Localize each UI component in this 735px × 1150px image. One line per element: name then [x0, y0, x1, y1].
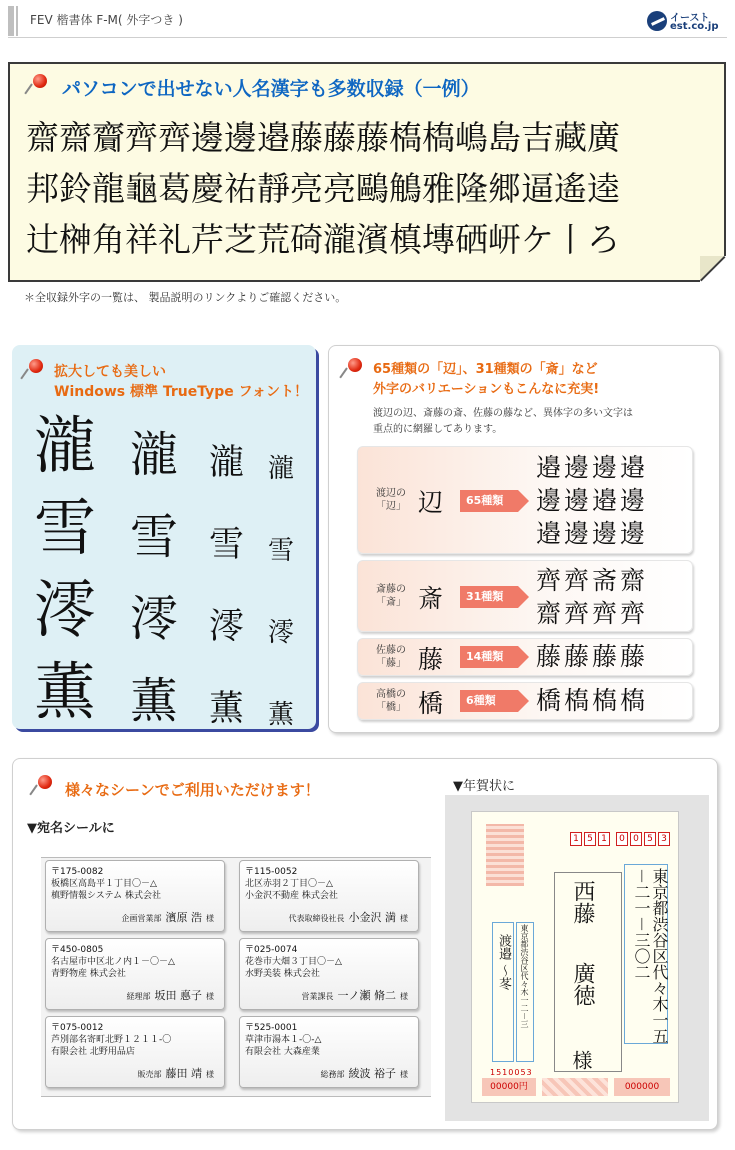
scaling-title-line1: 拡大しても美しい — [54, 364, 166, 380]
variant-chars: 藤藤藤藤 — [536, 642, 649, 671]
variant-row-hashi — [357, 682, 693, 720]
header-accent-bar-thin — [16, 6, 18, 36]
pushpin-icon — [35, 775, 53, 797]
zip-digit: 1 — [598, 832, 610, 846]
header-accent-bar — [8, 6, 14, 36]
kanji-small: 澪 — [209, 607, 245, 647]
sender-address: 東京都渋谷区代々木一二－三 — [520, 924, 529, 1028]
address-label: 〒450-0805 名古屋市中区北ノ内１－〇－△ 青野物産 株式会社 経理部 坂田 悳子 様 — [45, 938, 225, 1010]
zip-digit: 3 — [658, 832, 670, 846]
zip-digit: 0 — [616, 832, 628, 846]
scaling-kanji-grid — [34, 409, 304, 741]
kanji-small: 雪 — [209, 525, 245, 565]
kanji-large: 雪 — [34, 491, 97, 564]
brand-logo[interactable] — [647, 8, 717, 34]
variant-label: 高橋の 「橋」 — [376, 689, 406, 713]
variant-base-char: 斎 — [418, 584, 444, 613]
showcase-title: パソコンで出せない人名漢字も多数収録（一例） — [62, 78, 480, 100]
variant-chars: 齊齊斋齋 齋齊齊齊 — [536, 566, 649, 628]
variant-row-hen — [357, 446, 693, 554]
zip-digit: 5 — [584, 832, 596, 846]
nenga-heading: ▼年賀状に — [453, 779, 515, 794]
variant-base-char: 辺 — [418, 488, 444, 517]
usage-title: 様々なシーンでご利用いただけます！ — [65, 781, 320, 799]
page-title: FEV 楷書体 F-M( 外字つき ) — [30, 13, 183, 27]
kanji-large: 薫 — [34, 655, 97, 728]
showcase-line-1: 齋齋齎齊齊邊邊邉藤藤藤槗槗嶋島吉藏廣 — [26, 118, 620, 157]
sender-zip: 1510053 — [490, 1068, 533, 1077]
kanji-xsmall: 薫 — [268, 700, 295, 730]
address-labels-sheet — [41, 857, 431, 1097]
logo-mark-icon — [647, 11, 667, 31]
logo-text-top: イースト — [670, 13, 710, 24]
zip-digit: 0 — [630, 832, 642, 846]
zip-digit: 1 — [570, 832, 582, 846]
recipient-given-name: 廣徳 — [570, 962, 595, 1006]
showcase-box — [8, 62, 726, 282]
variant-chars: 橋槗槗槗 — [536, 686, 649, 715]
kanji-large: 瀧 — [34, 409, 97, 482]
variant-label: 佐藤の 「藤」 — [376, 645, 406, 669]
label-heading: ▼宛名シールに — [27, 821, 115, 836]
variants-panel — [328, 345, 720, 733]
kanji-xsmall: 瀧 — [268, 454, 295, 484]
recipient-address: 東京都渋谷区代々木一五－二一－三〇二 — [632, 868, 669, 1044]
address-label: 〒115-0052 北区赤羽２丁目〇－△ 小金沢不動産 株式会社 代表取締役社長 小金沢 満 様 — [239, 860, 419, 932]
kanji-medium: 薫 — [130, 673, 179, 729]
kanji-xsmall: 澪 — [268, 618, 295, 648]
variant-count-arrow: 14種類 — [460, 646, 518, 668]
address-label: 〒025-0074 花巻市大畑３丁目〇－△ 水野美装 株式会社 営業課長 一ノ瀬 脩二 様 — [239, 938, 419, 1010]
scaling-title-line2: Windows 標準 TrueType フォント！ — [54, 384, 308, 400]
variants-title-line1: 65種類の「辺」、31種類の「斎」など — [373, 362, 598, 377]
price-panel-left: 00000円 — [482, 1078, 536, 1096]
pushpin-icon — [30, 74, 48, 96]
variants-desc-line1: 渡辺の辺、斎藤の斎、佐藤の藤など、異体字の多い文字は — [373, 408, 633, 419]
scaling-panel — [12, 345, 316, 729]
variants-desc-line2: 重点的に網羅してあります。 — [373, 424, 503, 435]
address-label: 〒525-0001 草津市湯本１-〇-△ 有限会社 大森産業 総務部 綾波 裕子 様 — [239, 1016, 419, 1088]
kanji-medium: 澪 — [130, 591, 179, 647]
kanji-large: 澪 — [34, 573, 97, 646]
logo-text-bottom: est.co.jp — [670, 21, 719, 32]
showcase-note: ＊全収録外字の一覧は、 製品説明のリンクよりご確認ください。 — [24, 291, 347, 304]
address-label: 〒075-0012 芦別部名寄町北野１２１１-〇 有限会社 北野用品店 販売部 藤田 靖 様 — [45, 1016, 225, 1088]
kanji-small: 薫 — [209, 689, 245, 729]
kanji-medium: 雪 — [130, 509, 179, 565]
variant-row-sai — [357, 560, 693, 632]
address-label: 〒175-0082 板橋区高島平１丁目〇－△ 槙野情報システム 株式会社 企画営業部 濱原 浩 様 — [45, 860, 225, 932]
price-panel-right: 000000 — [614, 1078, 670, 1096]
pushpin-icon — [26, 359, 44, 381]
kanji-xsmall: 雪 — [268, 536, 295, 566]
sender-name: 渡邉 〜苳 — [496, 934, 511, 991]
showcase-line-2: 邦鈴龍龜葛慶祐靜亮亮鷗鵤雅隆郷逼遙逵 — [26, 169, 620, 208]
usage-panel — [12, 758, 718, 1130]
kanji-small: 瀧 — [209, 443, 245, 483]
variant-label: 斎藤の 「斎」 — [376, 584, 406, 608]
page-fold-corner — [700, 256, 726, 282]
header-divider — [8, 37, 727, 38]
kanji-row — [34, 655, 304, 741]
variant-base-char: 藤 — [418, 645, 444, 674]
zip-digit: 5 — [644, 832, 656, 846]
recipient-surname: 西藤 — [570, 880, 595, 924]
variant-count-arrow: 65種類 — [460, 490, 518, 512]
variant-label: 渡辺の 「辺」 — [376, 488, 406, 512]
kanji-medium: 瀧 — [130, 427, 179, 483]
variant-row-to — [357, 638, 693, 676]
variant-count-arrow: 6種類 — [460, 690, 518, 712]
stamp-icon — [486, 824, 524, 886]
variant-base-char: 橋 — [418, 689, 444, 718]
variant-chars: 邉邊邊邉 邊邊邉邊 邉邊邊邊 — [536, 453, 649, 548]
variants-title-line2: 外字のバリエーションもこんなに充実! — [373, 382, 600, 397]
showcase-line-3: 辻榊角祥礼芹芝荒碕瀧濱槙塼硒岍ケ丨ろ — [26, 220, 620, 259]
decor-pattern — [542, 1078, 608, 1096]
pushpin-icon — [345, 358, 363, 380]
variant-count-arrow: 31種類 — [460, 586, 518, 608]
honorific: 様 — [569, 1050, 593, 1070]
new-year-postcard — [471, 811, 679, 1103]
